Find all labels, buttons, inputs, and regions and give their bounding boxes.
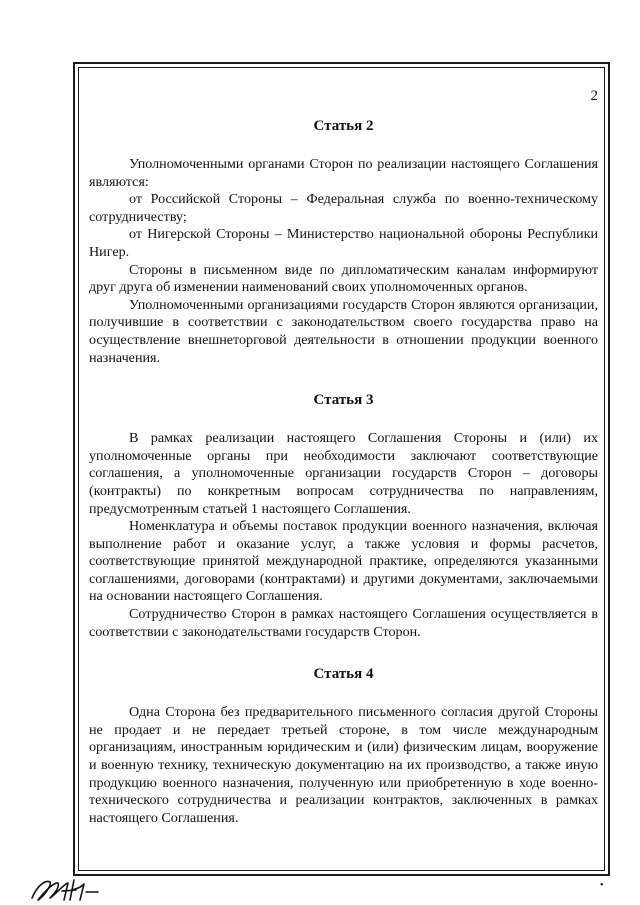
article-2-paragraph: от Российской Стороны – Федеральная служба по военно-техническому сотрудничеству;	[89, 191, 598, 225]
document-body	[89, 117, 598, 827]
signature-initials	[28, 874, 116, 904]
article-2-paragraph: Уполномоченными организациями государств Сторон являются организации, получившие в соответствии с законодательством своего государства право на осуществление внешнеторговой деятельности в отношении продукции военного назначения.	[89, 296, 598, 366]
article-4-paragraph: Одна Сторона без предварительного письменного согласия другой Стороны не продает и не передает третьей стороне, в том числе международным организациям, иностранным юридическим и (или) физическим лицам, вооружение и военную технику, техническую документацию на их производство, а также иную продукцию военного назначения, полученную или приобретенную в ходе военно-технического сотрудничества и реализации контрактов, заключенных в рамках настоящего Соглашения.	[89, 704, 598, 826]
margin-mark: •	[600, 880, 604, 891]
article-2-heading: Статья 2	[313, 118, 374, 134]
article-3-paragraph: Номенклатура и объемы поставок продукции военного назначения, включая выполнение работ и оказание услуг, а также условия и формы расчетов, соответствующие принятой международной практике, определяются указанными соглашениями, договорами (контрактами) и другими документами, заключаемыми на основании настоящего Соглашения.	[89, 518, 598, 605]
article-4-heading: Статья 4	[313, 666, 374, 683]
page-number: 2	[590, 88, 598, 104]
article-2-paragraph: от Нигерской Стороны – Министерство национальной обороны Республики Нигер.	[89, 226, 598, 260]
article-3-heading: Статья 3	[313, 392, 374, 409]
article-3-paragraph: Сотрудничество Сторон в рамках настоящего Соглашения осуществляется в соответствии с законодательствами государств Сторон.	[89, 606, 598, 640]
article-3-paragraph: В рамках реализации настоящего Соглашения Стороны и (или) их уполномоченные органы при необходимости заключают соответствующие соглашения, а уполномоченные организации государств Сторон – договоры (контракты) по конкретным вопросам сотрудничества по направлениям, предусмотренным статьей 1 настоящего Соглашения.	[89, 430, 598, 517]
article-2-paragraph: Стороны в письменном виде по дипломатическим каналам информируют друг друга об изменении наименований своих уполномоченных органов.	[89, 261, 598, 296]
article-2-paragraph: Уполномоченными органами Сторон по реализации настоящего Соглашения являются:	[89, 156, 598, 190]
